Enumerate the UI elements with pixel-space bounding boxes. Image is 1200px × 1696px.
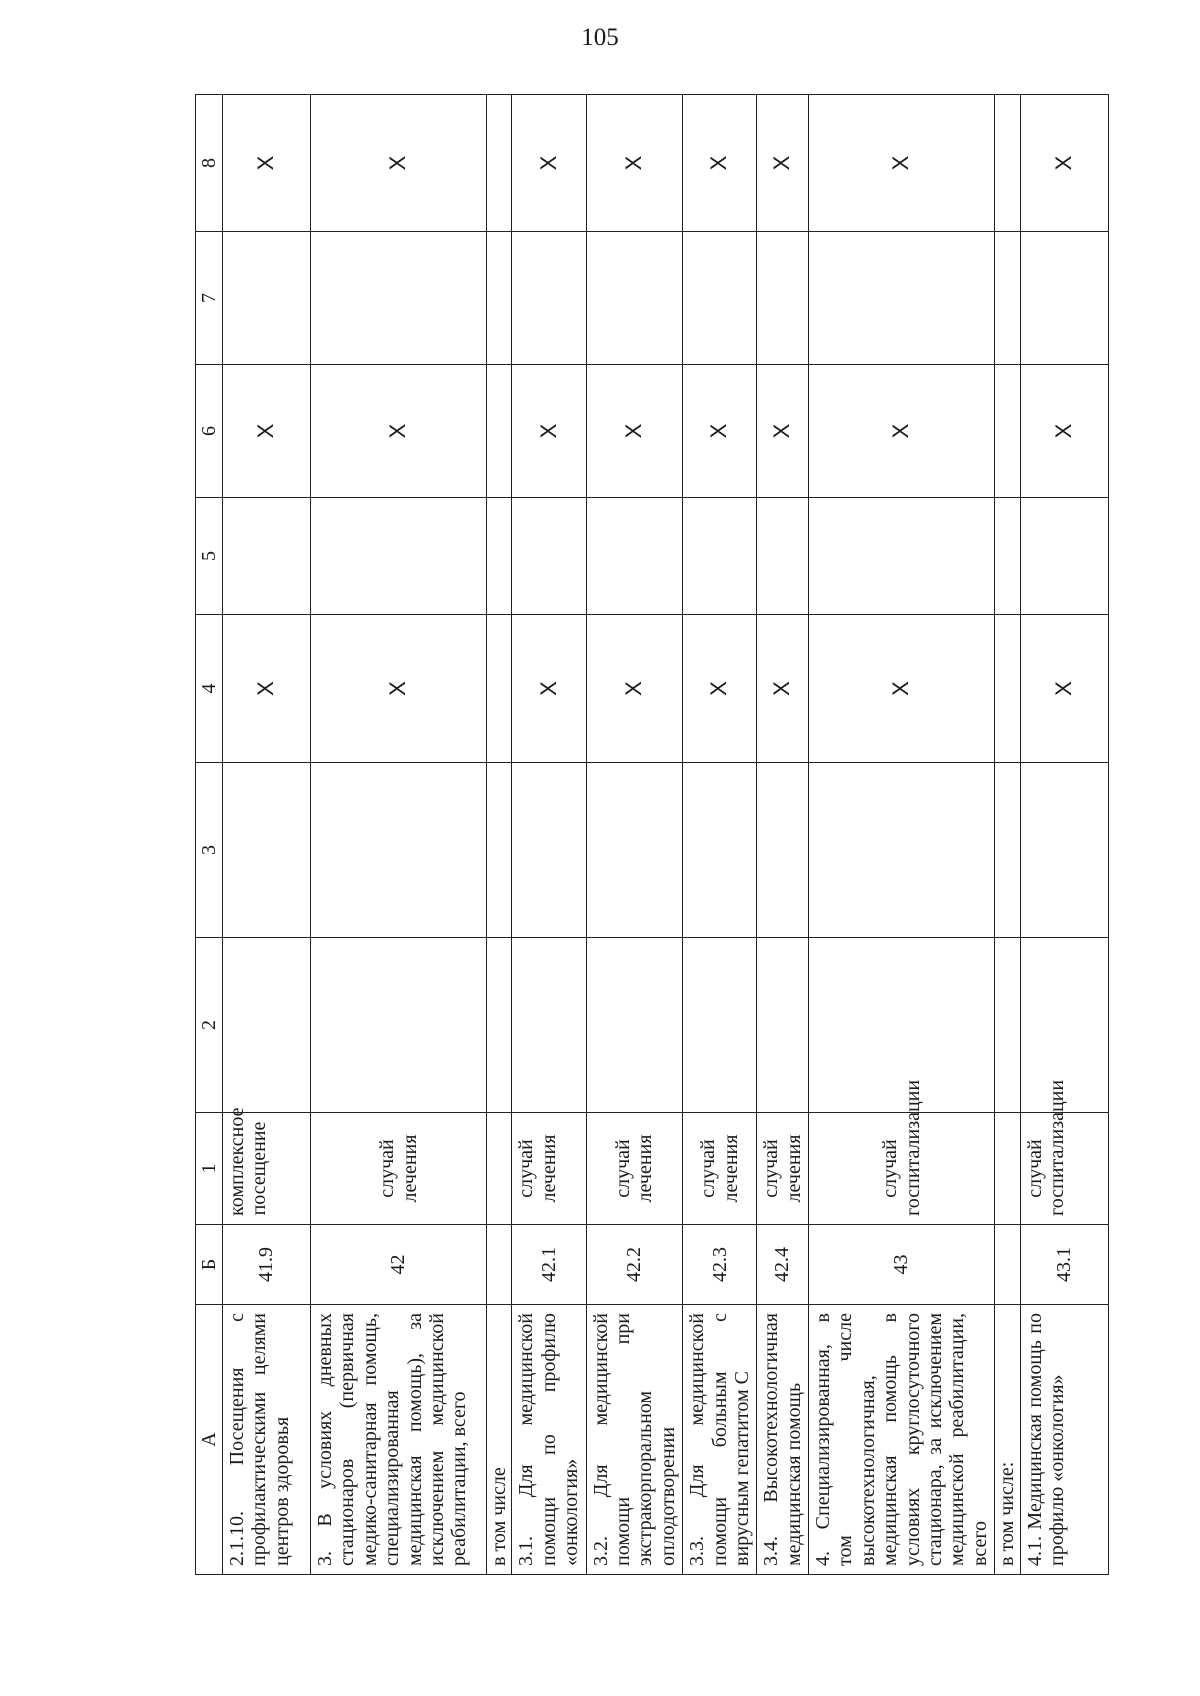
header-cell-5: 5 xyxy=(196,498,223,615)
cell-code: 42.1 xyxy=(512,1225,586,1305)
cell-col8: Х xyxy=(512,95,586,232)
table-row xyxy=(757,95,809,1575)
cell-name: 3. В условиях дневных стационаров (первичная медико-санитарная помощь, специализированная медицинская помощь), за исключением медицинской реабилитации, всего xyxy=(311,1305,487,1575)
cell-col7 xyxy=(1020,232,1108,365)
cell-col6: Х xyxy=(757,365,809,498)
cell-col3 xyxy=(683,763,757,938)
cell-col7 xyxy=(223,232,311,365)
header-cell-8: 8 xyxy=(196,95,223,232)
cell-col4: Х xyxy=(311,615,487,763)
cell-col5 xyxy=(995,498,1020,615)
cell-col7 xyxy=(586,232,683,365)
cell-col5 xyxy=(512,498,586,615)
cell-col2 xyxy=(757,938,809,1113)
cell-col4: Х xyxy=(512,615,586,763)
cell-col6 xyxy=(487,365,512,498)
page-number: 105 xyxy=(581,24,619,51)
cell-unit: случай лечения xyxy=(683,1113,757,1225)
cell-name: 4.1. Медицинская помощь по профилю «онкология» xyxy=(1020,1305,1108,1575)
cell-col5 xyxy=(1020,498,1108,615)
cell-col5 xyxy=(487,498,512,615)
cell-col8: Х xyxy=(311,95,487,232)
cell-col4: Х xyxy=(683,615,757,763)
cell-unit: случай лечения xyxy=(586,1113,683,1225)
cell-col4: Х xyxy=(757,615,809,763)
cell-col8: Х xyxy=(757,95,809,232)
cell-col7 xyxy=(757,232,809,365)
cell-col8 xyxy=(995,95,1020,232)
cell-col8: Х xyxy=(1020,95,1108,232)
cell-col8: Х xyxy=(683,95,757,232)
table-row xyxy=(487,95,512,1575)
cell-col6: Х xyxy=(1020,365,1108,498)
cell-col6: Х xyxy=(586,365,683,498)
cell-col3 xyxy=(995,763,1020,938)
cell-col8: Х xyxy=(586,95,683,232)
cell-col7 xyxy=(512,232,586,365)
cell-col2 xyxy=(311,938,487,1113)
cell-col3 xyxy=(311,763,487,938)
cell-unit: случай госпитализации xyxy=(1020,1113,1108,1225)
cell-col2 xyxy=(683,938,757,1113)
table-row xyxy=(311,95,487,1575)
cell-col6: Х xyxy=(809,365,995,498)
cell-unit: случай лечения xyxy=(311,1113,487,1225)
header-cell-3: 3 xyxy=(196,763,223,938)
cell-col5 xyxy=(757,498,809,615)
data-table xyxy=(195,94,1109,1575)
cell-unit: случай лечения xyxy=(512,1113,586,1225)
cell-col3 xyxy=(512,763,586,938)
cell-col4: Х xyxy=(1020,615,1108,763)
cell-col2 xyxy=(586,938,683,1113)
cell-col3 xyxy=(487,763,512,938)
cell-code: 42.4 xyxy=(757,1225,809,1305)
cell-col5 xyxy=(809,498,995,615)
cell-col3 xyxy=(223,763,311,938)
cell-col7 xyxy=(311,232,487,365)
cell-unit: случай лечения xyxy=(757,1113,809,1225)
header-cell-4: 4 xyxy=(196,615,223,763)
cell-col6 xyxy=(995,365,1020,498)
cell-unit: комплексное посещение xyxy=(223,1113,311,1225)
cell-name: 4. Специализированная, в том числе высокотехнологичная, медицинская помощь в условиях круглосуточного стационара, за исключением медицинской реабилитации, всего xyxy=(809,1305,995,1575)
table-row xyxy=(512,95,586,1575)
table-row xyxy=(809,95,995,1575)
cell-col4 xyxy=(487,615,512,763)
table-row xyxy=(586,95,683,1575)
header-cell-2: 2 xyxy=(196,938,223,1113)
rotated-table xyxy=(195,95,1091,1575)
cell-col3 xyxy=(1020,763,1108,938)
cell-code: 43.1 xyxy=(1020,1225,1108,1305)
cell-code: 41.9 xyxy=(223,1225,311,1305)
cell-code: 43 xyxy=(809,1225,995,1305)
cell-col7 xyxy=(995,232,1020,365)
cell-col5 xyxy=(311,498,487,615)
cell-col3 xyxy=(586,763,683,938)
cell-name: 3.1. Для медицинской помощи по профилю «онкология» xyxy=(512,1305,586,1575)
rotated-table-container xyxy=(195,95,1091,1575)
cell-code: 42 xyxy=(311,1225,487,1305)
cell-col6: Х xyxy=(683,365,757,498)
cell-unit: случай госпитализации xyxy=(809,1113,995,1225)
header-cell-a: А xyxy=(196,1305,223,1575)
cell-col8 xyxy=(487,95,512,232)
cell-col4: Х xyxy=(223,615,311,763)
header-row xyxy=(196,95,223,1575)
cell-name: 2.1.10. Посещения с профилактическими целями центров здоровья xyxy=(223,1305,311,1575)
cell-col8: Х xyxy=(223,95,311,232)
cell-col5 xyxy=(586,498,683,615)
cell-name: 3.3. Для медицинской помощи больным с вирусным гепатитом С xyxy=(683,1305,757,1575)
cell-unit xyxy=(487,1113,512,1225)
cell-col7 xyxy=(487,232,512,365)
cell-name: 3.4. Высокотехнологичная медицинская помощь xyxy=(757,1305,809,1575)
cell-col7 xyxy=(809,232,995,365)
cell-col2 xyxy=(995,938,1020,1113)
cell-col6: Х xyxy=(223,365,311,498)
table-row xyxy=(995,95,1020,1575)
cell-col2 xyxy=(487,938,512,1113)
cell-col2 xyxy=(512,938,586,1113)
header-cell-7: 7 xyxy=(196,232,223,365)
cell-col7 xyxy=(683,232,757,365)
cell-col8: Х xyxy=(809,95,995,232)
cell-col4 xyxy=(995,615,1020,763)
cell-name: 3.2. Для медицинской помощи при экстракорпоральном оплодотворении xyxy=(586,1305,683,1575)
header-cell-1: 1 xyxy=(196,1113,223,1225)
cell-col3 xyxy=(809,763,995,938)
cell-col4: Х xyxy=(586,615,683,763)
header-cell-6: 6 xyxy=(196,365,223,498)
cell-code: 42.3 xyxy=(683,1225,757,1305)
cell-col2 xyxy=(223,938,311,1113)
cell-col4: Х xyxy=(809,615,995,763)
cell-col6: Х xyxy=(512,365,586,498)
cell-code xyxy=(487,1225,512,1305)
cell-code: 42.2 xyxy=(586,1225,683,1305)
header-cell-b: Б xyxy=(196,1225,223,1305)
cell-unit xyxy=(995,1113,1020,1225)
cell-col6: Х xyxy=(311,365,487,498)
table-row xyxy=(683,95,757,1575)
table-row xyxy=(1020,95,1108,1575)
cell-col3 xyxy=(757,763,809,938)
cell-name: в том числе: xyxy=(995,1305,1020,1575)
table-row xyxy=(223,95,311,1575)
cell-code xyxy=(995,1225,1020,1305)
cell-name: в том числе xyxy=(487,1305,512,1575)
cell-col5 xyxy=(223,498,311,615)
cell-col5 xyxy=(683,498,757,615)
